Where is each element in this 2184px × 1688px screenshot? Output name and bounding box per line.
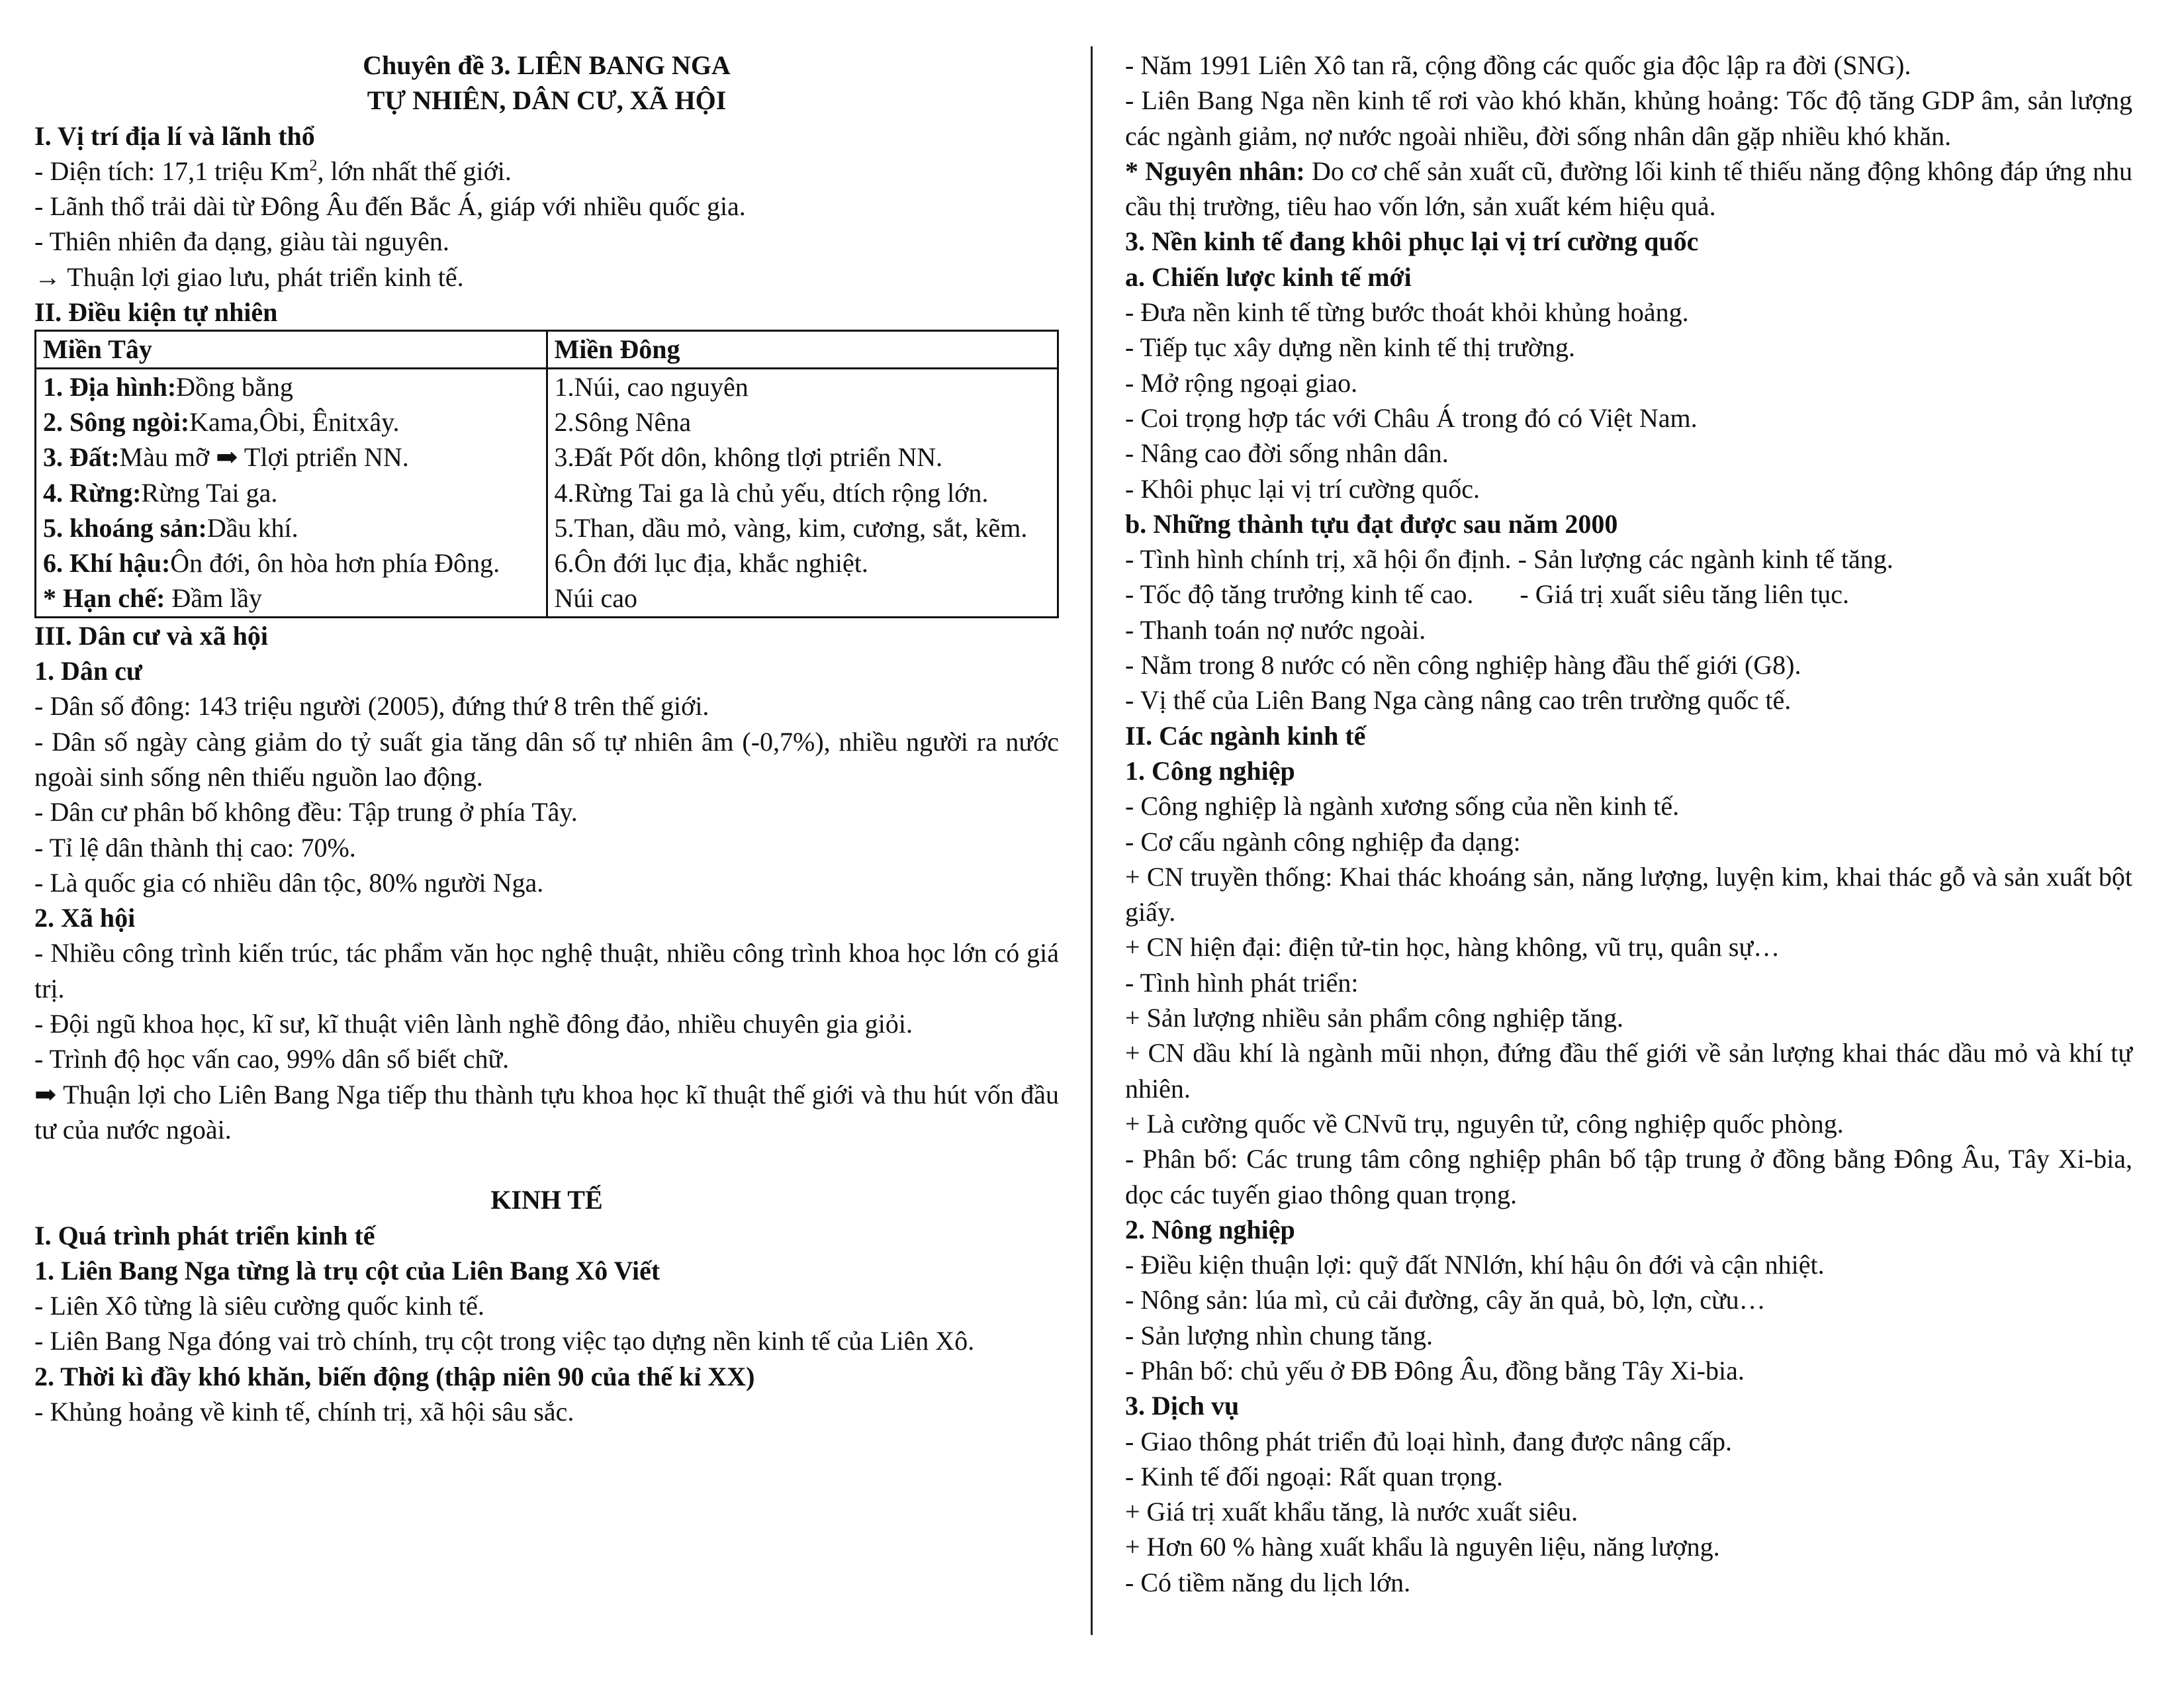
document-subtitle: TỰ NHIÊN, DÂN CƯ, XÃ HỘI	[367, 85, 727, 116]
text-line: - Có tiềm năng du lịch lớn.	[1125, 1567, 1411, 1597]
text-line: - Nông sản: lúa mì, củ cải đường, cây ăn quả, bò, lợn, cừu…	[1125, 1285, 1766, 1315]
text-line: - Tình hình phát triển:	[1125, 967, 1359, 998]
text-line: - Tiếp tục xây dựng nền kinh tế thị trường.	[1125, 332, 1576, 363]
table-cell-east: 2.Sông Nêna	[547, 404, 1058, 440]
text-line: - Kinh tế đối ngoại: Rất quan trọng.	[1125, 1461, 1504, 1491]
table-cell-west: 5. khoáng sản:Dầu khí.	[43, 512, 298, 543]
economy-title: KINH TẾ	[490, 1185, 603, 1215]
table-cell-west: 1. Địa hình:Đồng bằng	[43, 371, 293, 402]
table-cell-west: 4. Rừng:Rừng Tai ga.	[43, 477, 278, 508]
section-heading: III. Dân cư và xã hội	[34, 620, 268, 651]
subsection-heading: 2. Nông nghiệp	[1125, 1214, 1295, 1244]
table-row	[36, 475, 1058, 510]
text-line: + Hơn 60 % hàng xuất khẩu là nguyên liệu, năng lượng.	[1125, 1532, 1720, 1562]
text-line: - Cơ cấu ngành công nghiệp đa dạng:	[1125, 826, 1521, 857]
text-line: - Giao thông phát triển đủ loại hình, đang được nâng cấp.	[1125, 1426, 1733, 1456]
text-line: - Dân cư phân bố không đều: Tập trung ở phía Tây.	[34, 797, 578, 827]
text-paragraph: - Phân bố: Các trung tâm công nghiệp phân bố tập trung ở đồng bằng Đông Âu, Tây Xi-bia, dọc các tuyến giao thông quan trọng.	[1125, 1144, 2132, 1209]
natural-conditions-table	[34, 330, 1059, 618]
subsection-heading: 1. Công nghiệp	[1125, 755, 1295, 786]
text-line: - Sản lượng nhìn chung tăng.	[1125, 1320, 1433, 1350]
subsection-heading: b. Những thành tựu đạt được sau năm 2000	[1125, 508, 1618, 539]
text-line: - Liên Xô từng là siêu cường quốc kinh tế.	[34, 1291, 484, 1321]
text-paragraph: * Nguyên nhân: Do cơ chế sản xuất cũ, đường lối kinh tế thiếu năng động không đáp ứng nhu cầu thị trường, tiêu hao vốn lớn, sản xuất kém hiệu quả.	[1125, 156, 2132, 222]
table-cell-east: 5.Than, dầu mỏ, vàng, kim, cương, sắt, kẽm.	[547, 510, 1058, 545]
text-paragraph: - Nhiều công trình kiến trúc, tác phẩm văn học nghệ thuật, nhiều công trình khoa học lớn có giá trị.	[34, 938, 1059, 1004]
text-line: - Mở rộng ngoại giao.	[1125, 367, 1358, 398]
table-row	[36, 440, 1058, 475]
table-row	[36, 404, 1058, 440]
section-heading: II. Điều kiện tự nhiên	[34, 297, 278, 328]
text-paragraph: - Đội ngũ khoa học, kĩ sư, kĩ thuật viên lành nghề đông đảo, nhiều chuyên gia giỏi.	[34, 1009, 913, 1039]
subsection-heading: 3. Nền kinh tế đang khôi phục lại vị trí cường quốc	[1125, 226, 1699, 257]
text-line: + CN hiện đại: điện tử-tin học, hàng không, vũ trụ, quân sự…	[1125, 932, 1780, 962]
subsection-heading: 1. Liên Bang Nga từng là trụ cột của Liên Bang Xô Viết	[34, 1255, 660, 1286]
table-row	[36, 368, 1058, 404]
text-line: - Tình hình chính trị, xã hội ổn định. - Sản lượng các ngành kinh tế tăng.	[1125, 544, 1893, 575]
subsection-heading: 2. Thời kì đầy khó khăn, biến động (thập niên 90 của thế kỉ XX)	[34, 1361, 755, 1391]
table-header-east: Miền Đông	[547, 331, 1058, 368]
table-row	[36, 545, 1058, 581]
text-line: + Giá trị xuất khẩu tăng, là nước xuất siêu.	[1125, 1497, 1578, 1527]
text-line: - Tỉ lệ dân thành thị cao: 70%.	[34, 832, 356, 863]
table-cell-west: 2. Sông ngòi:Kama,Ôbi, Ênitxây.	[43, 406, 400, 437]
section-heading: II. Các ngành kinh tế	[1125, 720, 1366, 751]
table-cell-east: 3.Đất Pốt dôn, không tlợi ptriển NN.	[547, 440, 1058, 475]
text-line: - Coi trọng hợp tác với Châu Á trong đó có Việt Nam.	[1125, 402, 1698, 433]
text-line: - Khủng hoảng về kinh tế, chính trị, xã hội sâu sắc.	[34, 1396, 574, 1427]
table-row	[36, 581, 1058, 617]
left-column	[34, 48, 1059, 1429]
text-paragraph: - Liên Bang Nga đóng vai trò chính, trụ cột trong việc tạo dựng nền kinh tế của Liên Xô.	[34, 1326, 975, 1356]
table-cell-west: * Hạn chế: Đầm lầy	[43, 583, 263, 614]
text-line: + Là cường quốc về CNvũ trụ, nguyên tử, công nghiệp quốc phòng.	[1125, 1108, 1844, 1139]
table-cell-east: 6.Ôn đới lục địa, khắc nghiệt.	[547, 545, 1058, 581]
text-line: - Công nghiệp là ngành xương sống của nền kinh tế.	[1125, 791, 1680, 821]
table-cell-west: 6. Khí hậu:Ôn đới, ôn hòa hơn phía Đông.	[43, 548, 500, 579]
table-cell-east: 4.Rừng Tai ga là chủ yếu, dtích rộng lớn.	[547, 475, 1058, 510]
text-line: → Thuận lợi giao lưu, phát triển kinh tế.	[34, 261, 464, 292]
table-row	[36, 510, 1058, 545]
section-heading: I. Quá trình phát triển kinh tế	[34, 1220, 375, 1250]
subsection-heading: 1. Dân cư	[34, 656, 142, 686]
subsection-heading: 2. Xã hội	[34, 903, 136, 933]
text-line: - Dân số đông: 143 triệu người (2005), đứng thứ 8 trên thế giới.	[34, 691, 709, 722]
right-column	[1125, 48, 2132, 1600]
text-line: + Sản lượng nhiều sản phẩm công nghiệp tăng.	[1125, 1003, 1624, 1033]
subsection-heading: 3. Dịch vụ	[1125, 1391, 1240, 1421]
text-line: - Nâng cao đời sống nhân dân.	[1125, 438, 1449, 469]
text-paragraph: - Liên Bang Nga nền kinh tế rơi vào khó khăn, khủng hoảng: Tốc độ tăng GDP âm, sản lượng các ngành giảm, nợ nước ngoài nhiều, đời sống nhân dân gặp nhiều khó khăn.	[1125, 85, 2132, 151]
table-cell-east: Núi cao	[547, 581, 1058, 617]
superscript: 2	[309, 157, 318, 175]
text-paragraph: ➡ Thuận lợi cho Liên Bang Nga tiếp thu thành tựu khoa học kĩ thuật thế giới và thu hút vốn đầu tư của nước ngoài.	[34, 1079, 1059, 1145]
text-line: - Thiên nhiên đa dạng, giàu tài nguyên.	[34, 226, 449, 257]
text-line: - Lãnh thổ trải dài từ Đông Âu đến Bắc Á, giáp với nhiều quốc gia.	[34, 191, 746, 222]
text-line: - Đưa nền kinh tế từng bước thoát khỏi khủng hoảng.	[1125, 297, 1689, 328]
text-line: - Nằm trong 8 nước có nền công nghiệp hàng đầu thế giới (G8).	[1125, 650, 1801, 680]
document-title: Chuyên đề 3. LIÊN BANG NGA	[363, 50, 731, 80]
text-paragraph: - Dân số ngày càng giảm do tỷ suất gia tăng dân số tự nhiên âm (-0,7%), nhiều người ra nước ngoài sinh sống nên thiếu nguồn lao động.	[34, 726, 1059, 792]
text-line: - Trình độ học vấn cao, 99% dân số biết chữ.	[34, 1044, 510, 1074]
column-divider	[1091, 46, 1093, 1635]
text-line: - Điều kiện thuận lợi: quỹ đất NNlớn, khí hậu ôn đới và cận nhiệt.	[1125, 1250, 1825, 1280]
table-cell-east: 1.Núi, cao nguyên	[547, 368, 1058, 404]
section-heading: I. Vị trí địa lí và lãnh thổ	[34, 120, 315, 151]
text-line: - Thanh toán nợ nước ngoài.	[1125, 614, 1426, 645]
text-line: - Là quốc gia có nhiều dân tộc, 80% người Nga.	[34, 867, 544, 898]
text-line: - Khôi phục lại vị trí cường quốc.	[1125, 473, 1480, 504]
text-line: - Tốc độ tăng trưởng kinh tế cao. - Giá trị xuất siêu tăng liên tục.	[1125, 579, 1850, 610]
text-paragraph: + CN dầu khí là ngành mũi nhọn, đứng đầu thế giới về sản lượng khai thác dầu mỏ và khí tự nhiên.	[1125, 1038, 2132, 1103]
text-line: - Phân bố: chủ yếu ở ĐB Đông Âu, đồng bằng Tây Xi-bia.	[1125, 1355, 1745, 1385]
text-line: - Vị thế của Liên Bang Nga càng nâng cao trên trường quốc tế.	[1125, 685, 1792, 716]
table-header-west: Miền Tây	[36, 331, 547, 368]
subsection-heading: a. Chiến lược kinh tế mới	[1125, 261, 1412, 292]
text-paragraph: + CN truyền thống: Khai thác khoáng sản, năng lượng, luyện kim, khai thác gỗ và sản xuất bột giấy.	[1125, 861, 2132, 927]
table-header-row	[36, 331, 1058, 368]
text-line: - Diện tích: 17,1 triệu Km$^2$, lớn nhất thế giới.	[34, 156, 512, 186]
table-cell-west: 3. Đất:Màu mỡ ➡ Tlợi ptriển NN.	[43, 442, 409, 473]
text-line: - Năm 1991 Liên Xô tan rã, cộng đồng các quốc gia độc lập ra đời (SNG).	[1125, 50, 1911, 80]
